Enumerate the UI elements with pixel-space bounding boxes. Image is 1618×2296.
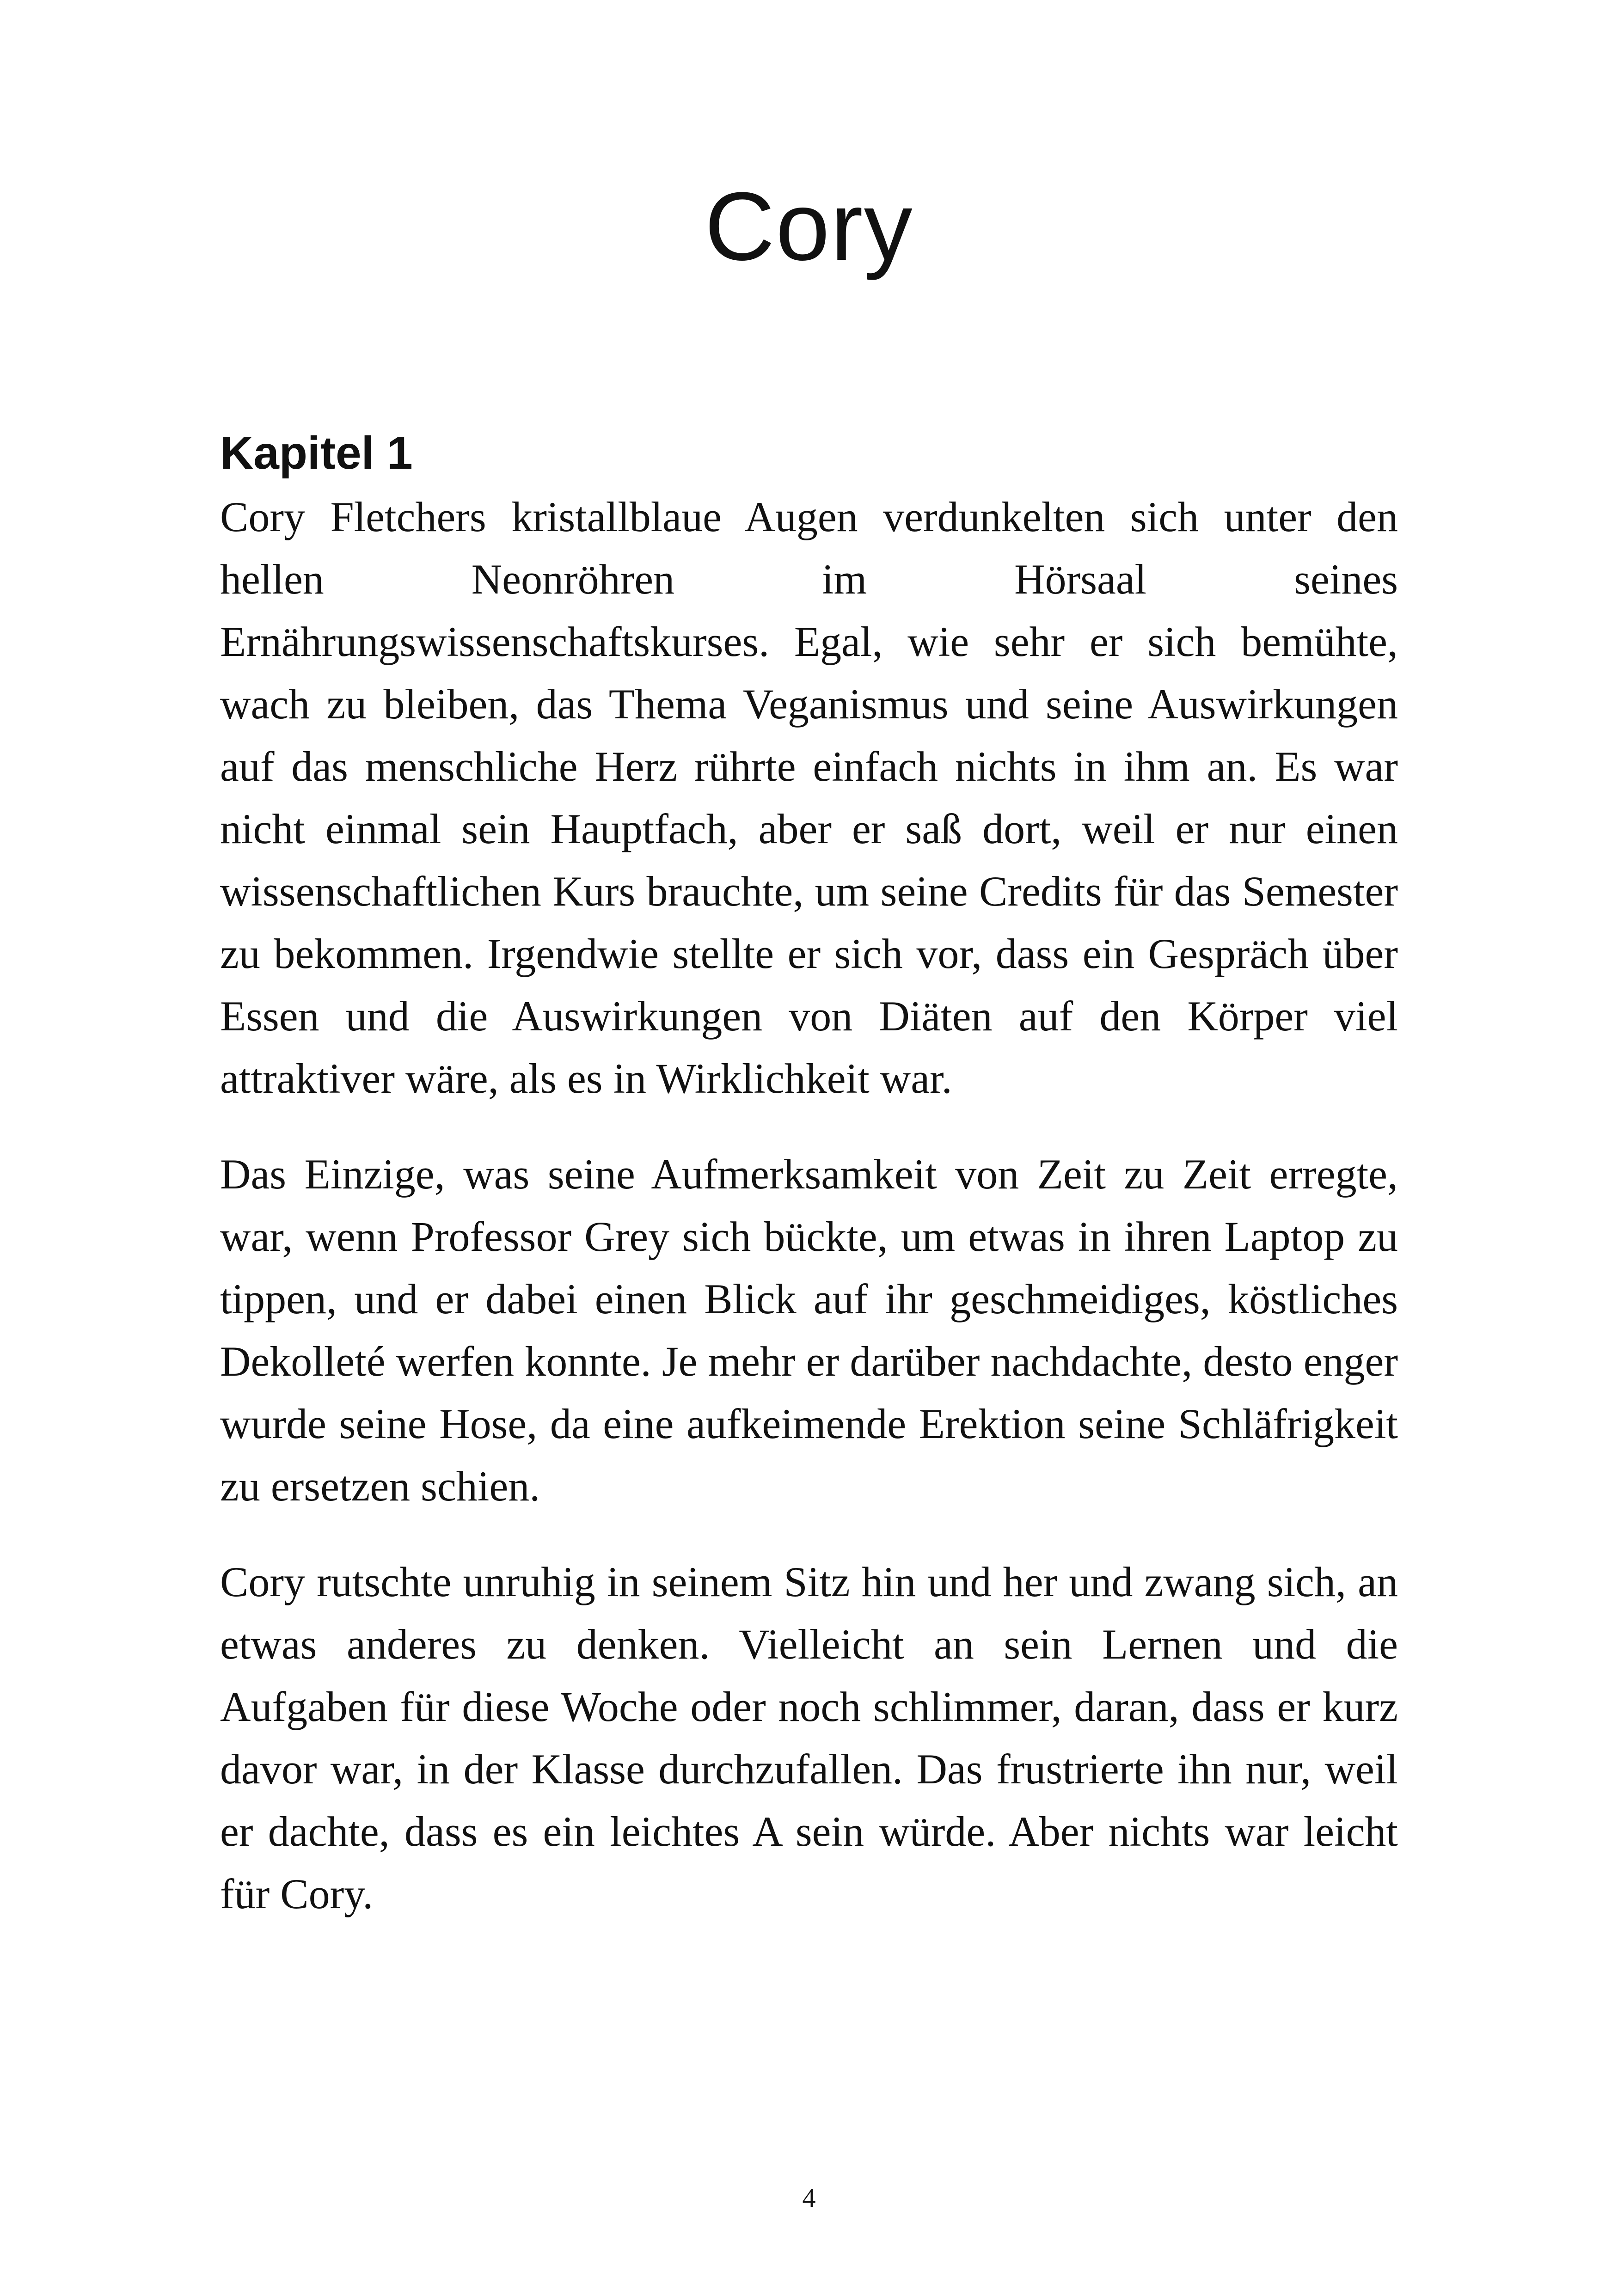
page-number: 4 xyxy=(802,2183,816,2213)
chapter-heading: Kapitel 1 xyxy=(220,427,413,479)
chapter-body xyxy=(220,423,1398,1959)
paragraph: Das Einzige, was seine Aufmerksamkeit von Zeit zu Zeit erregte, war, wenn Professor Grey sich bückte, um etwas in ihren Laptop zu tippen, und er dabei einen Blick auf ihr geschmeidiges, köstliches Dekolleté werfen konnte. Je mehr er darüber nachdachte, desto enger wurde seine Hose, da eine aufkeimende Erektion seine Schläfrigkeit zu ersetzen schien. xyxy=(220,1151,1398,1510)
book-title: Cory xyxy=(705,172,913,281)
paragraph: Cory rutschte unruhig in seinem Sitz hin und her und zwang sich, an etwas anderes zu denken. Vielleicht an sein Lernen und die Aufgaben für diese Woche oder noch schlimmer, daran, dass er kurz davor war, in der Klasse durchzufallen. Das frustrierte ihn nur, weil er dachte, dass es ein leichtes A sein würde. Aber nichts war leicht für Cory. xyxy=(220,1558,1398,1917)
paragraph: Cory Fletchers kristallblaue Augen verdunkelten sich unter den hellen Neonröhren im Hörsaal seines Ernährungswissenschaftskurses. Egal, wie sehr er sich bemühte, wach zu bleiben, das Thema Veganismus und seine Auswirkungen auf das menschliche Herz rührte einfach nichts in ihm an. Es war nicht einmal sein Hauptfach, aber er saß dort, weil er nur einen wissenschaftlichen Kurs brauchte, um seine Credits für das Semester zu bekommen. Irgendwie stellte er sich vor, dass ein Gespräch über Essen und die Auswirkungen von Diäten auf den Körper viel attraktiver wäre, als es in Wirklichkeit war. xyxy=(220,493,1398,1102)
